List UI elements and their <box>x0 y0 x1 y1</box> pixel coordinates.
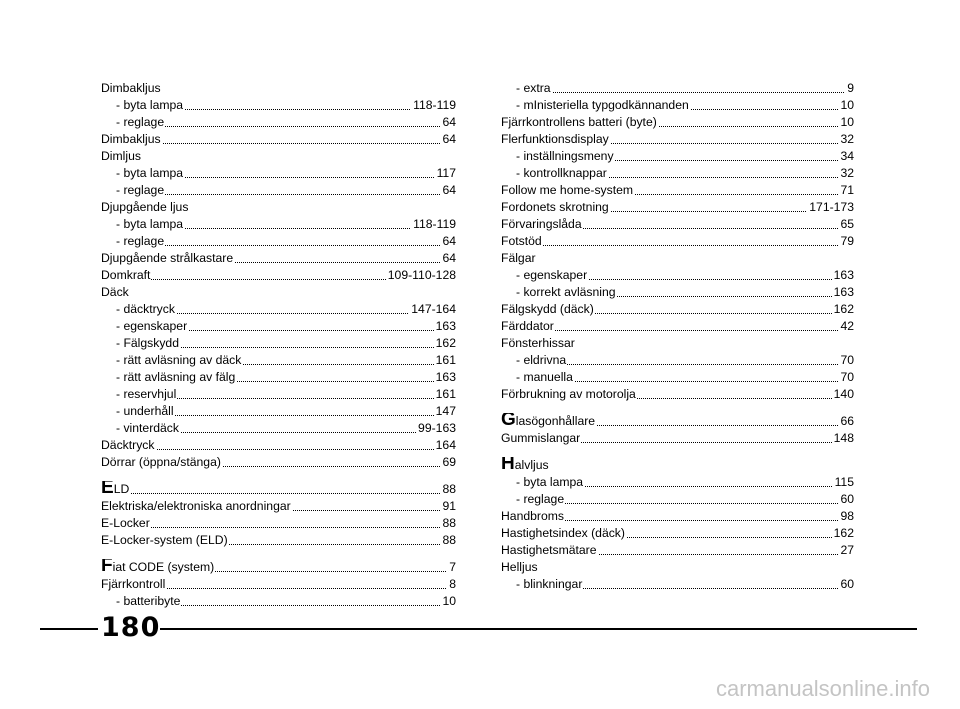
entry-text: - Fälgskydd <box>101 336 180 350</box>
index-subentry <box>501 97 854 114</box>
entry-page-ref: 71 <box>840 183 854 197</box>
entry-page-ref: 9 <box>847 81 854 95</box>
entry-text: Däcktryck <box>101 438 155 452</box>
entry-text: - reglage <box>101 183 165 197</box>
entry-text: Elektriska/elektroniska anordningar <box>101 499 291 513</box>
entry-text <box>101 560 215 574</box>
entry-text <box>501 414 596 428</box>
index-entry <box>101 267 456 284</box>
entry-text: E-Locker-system (ELD) <box>101 533 228 547</box>
entry-text: Dimbakljus <box>101 81 161 95</box>
index-entry <box>501 457 854 474</box>
entry-page-ref: 32 <box>840 166 854 180</box>
entry-text: Dimbakljus <box>101 132 161 146</box>
index-subentry <box>501 491 854 508</box>
entry-text: Domkraft <box>101 268 151 282</box>
entry-text: Fjärrkontrollens batteri (byte) <box>501 115 657 129</box>
entry-page-ref: 161 <box>435 387 456 401</box>
index-entry <box>501 131 854 148</box>
entry-text: Djupgående strålkastare <box>101 251 234 265</box>
index-entry <box>501 114 854 131</box>
entry-text: - byta lampa <box>101 166 184 180</box>
entry-page-ref: 147 <box>435 404 456 418</box>
index-entry <box>501 182 854 199</box>
index-entry <box>501 301 854 318</box>
entry-text-rest: lasögonhållare <box>515 414 596 428</box>
index-entry <box>101 576 456 593</box>
index-subentry <box>101 403 456 420</box>
entry-text: Förvaringslåda <box>501 217 582 231</box>
entry-page-ref: 64 <box>442 251 456 265</box>
index-entry <box>501 318 854 335</box>
entry-text: - reservhjul <box>101 387 177 401</box>
entry-text: Fönsterhissar <box>501 336 575 350</box>
entry-page-ref: 64 <box>442 183 456 197</box>
entry-text: - reglage <box>101 115 165 129</box>
entry-page-ref: 70 <box>840 370 854 384</box>
entry-page-ref: 60 <box>840 577 854 591</box>
entry-page-ref: 8 <box>449 577 456 591</box>
index-entry <box>101 284 456 301</box>
index-entry <box>101 437 456 454</box>
index-entry <box>101 199 456 216</box>
entry-text: Hastighetsmätare <box>501 543 597 557</box>
index-subentry <box>101 97 456 114</box>
entry-text: Helljus <box>501 560 538 574</box>
index-subentry <box>501 474 854 491</box>
entry-page-ref: 118-119 <box>413 217 456 231</box>
index-subentry <box>501 80 854 97</box>
entry-text: - kontrollknappar <box>501 166 608 180</box>
entry-page-ref: 34 <box>840 149 854 163</box>
index-subentry <box>101 352 456 369</box>
index-subentry <box>501 148 854 165</box>
index-column-right <box>501 80 854 593</box>
entry-text <box>501 458 550 472</box>
index-subentry <box>501 576 854 593</box>
entry-text-rest: LD <box>113 482 130 496</box>
entry-text: - reglage <box>101 234 165 248</box>
index-subentry <box>501 267 854 284</box>
entry-text: - vinterdäck <box>101 421 180 435</box>
entry-text: Flerfunktionsdisplay <box>501 132 609 146</box>
entry-text: - extra <box>501 81 552 95</box>
entry-page-ref: 148 <box>833 431 854 445</box>
entry-text: Fälgskydd (däck) <box>501 302 594 316</box>
entry-text: - byta lampa <box>101 217 184 231</box>
footer-rule-left <box>40 628 98 630</box>
entry-text: - batteribyte <box>101 594 181 608</box>
entry-page-ref: 163 <box>435 319 456 333</box>
entry-text: Djupgående ljus <box>101 200 189 214</box>
entry-page-ref: 7 <box>449 560 456 574</box>
index-entry <box>501 413 854 430</box>
section-initial-letter: H <box>501 457 515 474</box>
index-subentry <box>501 369 854 386</box>
entry-page-ref: 109-110-128 <box>387 268 456 282</box>
index-entry <box>101 498 456 515</box>
entry-text-rest: alvljus <box>514 458 549 472</box>
entry-text: - underhåll <box>101 404 175 418</box>
entry-page-ref: 162 <box>435 336 456 350</box>
index-entry <box>501 335 854 352</box>
entry-page-ref: 65 <box>840 217 854 231</box>
index-entry <box>501 250 854 267</box>
entry-text: - manuella <box>501 370 574 384</box>
entry-page-ref: 163 <box>435 370 456 384</box>
entry-page-ref: 60 <box>840 492 854 506</box>
index-entry <box>501 216 854 233</box>
entry-text: - korrekt avläsning <box>501 285 617 299</box>
entry-text: Fotstöd <box>501 234 542 248</box>
index-column-left <box>101 80 456 610</box>
entry-text: Dörrar (öppna/stänga) <box>101 455 221 469</box>
entry-page-ref: 64 <box>442 132 456 146</box>
entry-text: Dimljus <box>101 149 141 163</box>
entry-text: Förbrukning av motorolja <box>501 387 636 401</box>
index-subentry <box>101 369 456 386</box>
entry-text: - rätt avläsning av fälg <box>101 370 236 384</box>
entry-page-ref: 162 <box>833 526 854 540</box>
section-initial-letter: E <box>101 481 114 498</box>
entry-page-ref: 117 <box>436 166 456 180</box>
entry-text <box>101 482 130 496</box>
entry-page-ref: 10 <box>840 115 854 129</box>
index-entry <box>501 559 854 576</box>
entry-page-ref: 64 <box>442 115 456 129</box>
entry-text: - byta lampa <box>501 475 584 489</box>
index-entry <box>501 386 854 403</box>
entry-page-ref: 171-173 <box>809 200 854 214</box>
entry-text: - rätt avläsning av däck <box>101 353 242 367</box>
entry-page-ref: 88 <box>442 482 456 496</box>
entry-text: Gummislangar <box>501 431 581 445</box>
index-entry <box>501 508 854 525</box>
entry-text: - däcktryck <box>101 302 176 316</box>
entry-text: Hastighetsindex (däck) <box>501 526 625 540</box>
entry-text: - byta lampa <box>101 98 184 112</box>
entry-page-ref: 70 <box>840 353 854 367</box>
entry-text: Fälgar <box>501 251 536 265</box>
page-number: 180 <box>101 612 161 643</box>
index-subentry <box>101 420 456 437</box>
index-subentry <box>101 165 456 182</box>
entry-text: E-Locker <box>101 516 150 530</box>
entry-text: - eldrivna <box>501 353 567 367</box>
index-subentry <box>101 335 456 352</box>
entry-page-ref: 163 <box>833 285 854 299</box>
entry-text-rest: iat CODE (system) <box>112 560 215 574</box>
index-entry <box>101 515 456 532</box>
entry-page-ref: 10 <box>442 594 456 608</box>
index-subentry <box>101 593 456 610</box>
index-entry <box>101 532 456 549</box>
entry-page-ref: 162 <box>833 302 854 316</box>
section-initial-letter: F <box>101 559 113 576</box>
index-subentry <box>501 352 854 369</box>
entry-page-ref: 115 <box>834 475 854 489</box>
index-entry <box>101 454 456 471</box>
entry-page-ref: 69 <box>442 455 456 469</box>
entry-text: - egenskaper <box>101 319 188 333</box>
entry-page-ref: 42 <box>840 319 854 333</box>
entry-page-ref: 79 <box>840 234 854 248</box>
entry-text: Handbroms <box>501 509 564 523</box>
entry-page-ref: 99-163 <box>418 421 456 435</box>
entry-text: Follow me home-system <box>501 183 634 197</box>
entry-page-ref: 27 <box>840 543 854 557</box>
index-subentry <box>101 301 456 318</box>
entry-page-ref: 88 <box>442 533 456 547</box>
entry-text: - egenskaper <box>501 268 588 282</box>
index-entry <box>101 80 456 97</box>
entry-page-ref: 163 <box>833 268 854 282</box>
entry-text: Färddator <box>501 319 554 333</box>
index-subentry <box>101 318 456 335</box>
entry-page-ref: 140 <box>833 387 854 401</box>
entry-page-ref: 66 <box>840 414 854 428</box>
index-entry <box>101 148 456 165</box>
index-subentry <box>101 216 456 233</box>
index-subentry <box>101 386 456 403</box>
index-entry <box>501 233 854 250</box>
index-entry <box>501 199 854 216</box>
index-subentry <box>101 114 456 131</box>
index-entry <box>101 559 456 576</box>
index-entry <box>501 525 854 542</box>
index-subentry <box>101 182 456 199</box>
entry-text: Fjärrkontroll <box>101 577 166 591</box>
index-entry <box>501 430 854 447</box>
entry-page-ref: 161 <box>435 353 456 367</box>
entry-page-ref: 147-164 <box>411 302 456 316</box>
index-entry <box>101 250 456 267</box>
index-entry <box>101 481 456 498</box>
entry-page-ref: 88 <box>442 516 456 530</box>
section-initial-letter: G <box>501 413 516 430</box>
entry-page-ref: 98 <box>840 509 854 523</box>
index-entry <box>101 131 456 148</box>
entry-page-ref: 164 <box>435 438 456 452</box>
entry-text: Fordonets skrotning <box>501 200 609 214</box>
entry-text: - inställningsmeny <box>501 149 615 163</box>
entry-text: Däck <box>101 285 129 299</box>
footer-rule-right <box>160 628 917 630</box>
watermark: carmanualsonline.info <box>715 676 930 701</box>
entry-text: - reglage <box>501 492 565 506</box>
entry-page-ref: 91 <box>442 499 456 513</box>
entry-page-ref: 10 <box>840 98 854 112</box>
index-subentry <box>501 165 854 182</box>
entry-page-ref: 32 <box>840 132 854 146</box>
entry-page-ref: 118-119 <box>413 98 456 112</box>
entry-page-ref: 64 <box>442 234 456 248</box>
index-subentry <box>501 284 854 301</box>
index-entry <box>501 542 854 559</box>
entry-text: - mInisteriella typgodkännanden <box>501 98 690 112</box>
index-subentry <box>101 233 456 250</box>
entry-text: - blinkningar <box>501 577 583 591</box>
